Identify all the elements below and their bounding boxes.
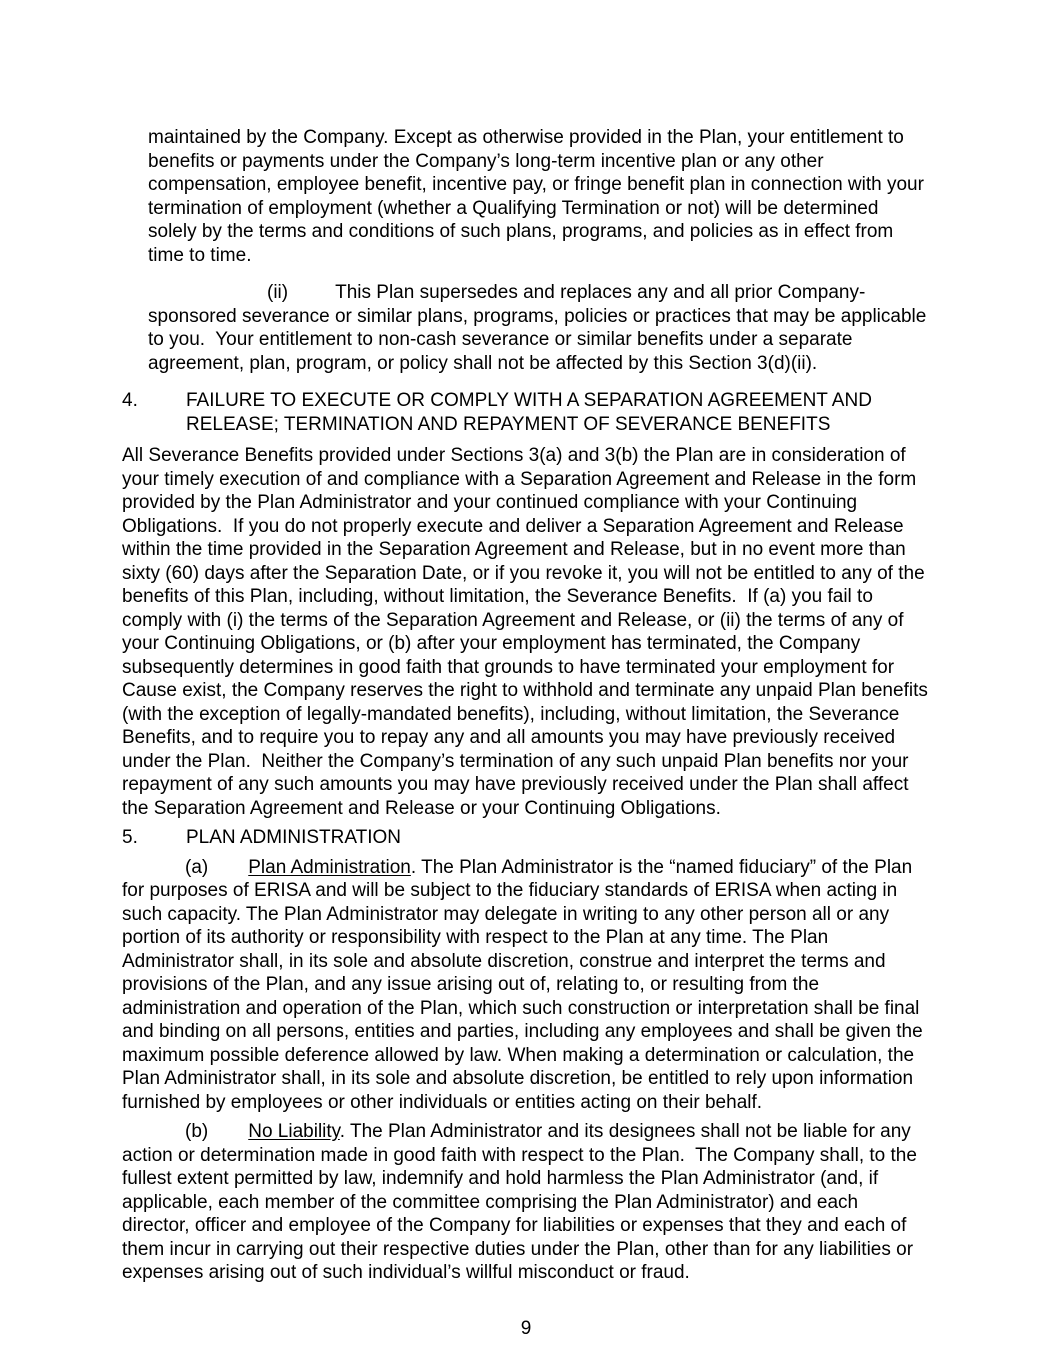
section-5a-paragraph xyxy=(122,856,930,1115)
section-5b-text: . The Plan Administrator and its designees shall not be liable for any action or determination made in good faith with respect to the Plan. The Company shall, to the fullest extent permitted by law, indemnify and hold harmless the Plan Administrator (and, if applicable, each member of the committee comprising the Plan Administrator) and each director, officer and employee of the Company for liabilities or expenses that they and each of them incur in carrying out their respective duties under the Plan, other than for any liabilities or expenses arising out of such individual’s willful misconduct or fraud. xyxy=(122,1121,923,1283)
section-5-heading xyxy=(122,826,930,850)
section-5-number: 5. xyxy=(122,827,138,848)
continuation-paragraph: maintained by the Company. Except as otherwise provided in the Plan, your entitlement to benefits or payments under the Company’s long-term incentive plan or any other compensation, employee benefit, incentive pay, or fringe benefit plan in connection with your termination of employment (whether a Qualifying Termination or not) will be determined solely by the terms and conditions of such plans, programs, and policies as in effect from time to time. xyxy=(148,127,930,266)
section-5b-heading: No Liability xyxy=(248,1121,340,1142)
section-4-number: 4. xyxy=(122,390,138,411)
section-4-body-paragraph: All Severance Benefits provided under Sections 3(a) and 3(b) the Plan are in consideration of your timely execution of and compliance with a Separation Agreement and Release in the form provided by the Plan Administrator and your continued compliance with your Continuing Obligations. If you do not properly execute and deliver a Separation Agreement and Release within the time provided in the Separation Agreement and Release, but in no event more than sixty (60) days after the Separation Date, or if you revoke it, you will not be entitled to any of the benefits of this Plan, including, without limitation, the Severance Benefits. If (a) you fail to comply with (i) the terms of the Separation Agreement and Release, or (ii) the terms of any of your Continuing Obligations, or (b) after your employment has terminated, the Company subsequently determines in good faith that grounds to have terminated your employment for Cause exist, the Company reserves the right to withhold and terminate any unpaid Plan benefits (with the exception of legally-mandated benefits), including, without limitation, the Severance Benefits, and to require you to repay any and all amounts you may have previously received under the Plan. Neither the Company’s termination of any such unpaid Plan benefits nor your repayment of any such amounts you may have previously received under the Plan shall affect the Separation Agreement and Release or your Continuing Obligations. xyxy=(122,445,934,819)
clause-ii-paragraph xyxy=(148,281,930,375)
page-footer xyxy=(122,1317,930,1341)
section-5a-text: . The Plan Administrator is the “named fiduciary” of the Plan for purposes of ERISA and will be subject to the fiduciary standards of ERISA when acting in such capacity. The Plan Administrator may delegate in writing to any other person all or any portion of its authority or responsibility with respect to the Plan at any time. The Plan Administrator shall, in its sole and absolute discretion, construe and interpret the terms and provisions of the Plan, and any issue arising out of, relating to, or resulting from the administration and operation of the Plan, which such construction or interpretation shall be final and binding on all persons, entities and parties, including any employees and shall be given the maximum possible deference allowed by law. When making a determination or calculation, the Plan Administrator shall, in its sole and absolute discretion, be entitled to rely upon information furnished by employees or other individuals or entities acting on their behalf. xyxy=(122,856,928,1113)
section-5a-heading: Plan Administration xyxy=(248,856,411,878)
section-5a-label: (a) xyxy=(185,856,209,878)
section-4-title: FAILURE TO EXECUTE OR COMPLY WITH A SEPARATION AGREEMENT AND RELEASE; TERMINATION AND REPAYMENT OF SEVERANCE BENEFITS xyxy=(186,390,872,435)
section-5b-paragraph xyxy=(122,1120,930,1285)
section-5b-label: (b) xyxy=(185,1121,209,1142)
clause-ii-text: This Plan supersedes and replaces any and all prior Company-sponsored severance or similar plans, programs, policies or practices that may be applicable to you. Your entitlement to non-cash severance or similar benefits under a separate agreement, plan, program, or policy shall not be affected by this Section 3(d)(ii). xyxy=(148,282,932,374)
page-number: 9 xyxy=(520,1317,532,1339)
section-5-title: PLAN ADMINISTRATION xyxy=(186,827,402,848)
section-4-heading xyxy=(122,389,930,436)
clause-ii-label: (ii) xyxy=(267,282,289,303)
